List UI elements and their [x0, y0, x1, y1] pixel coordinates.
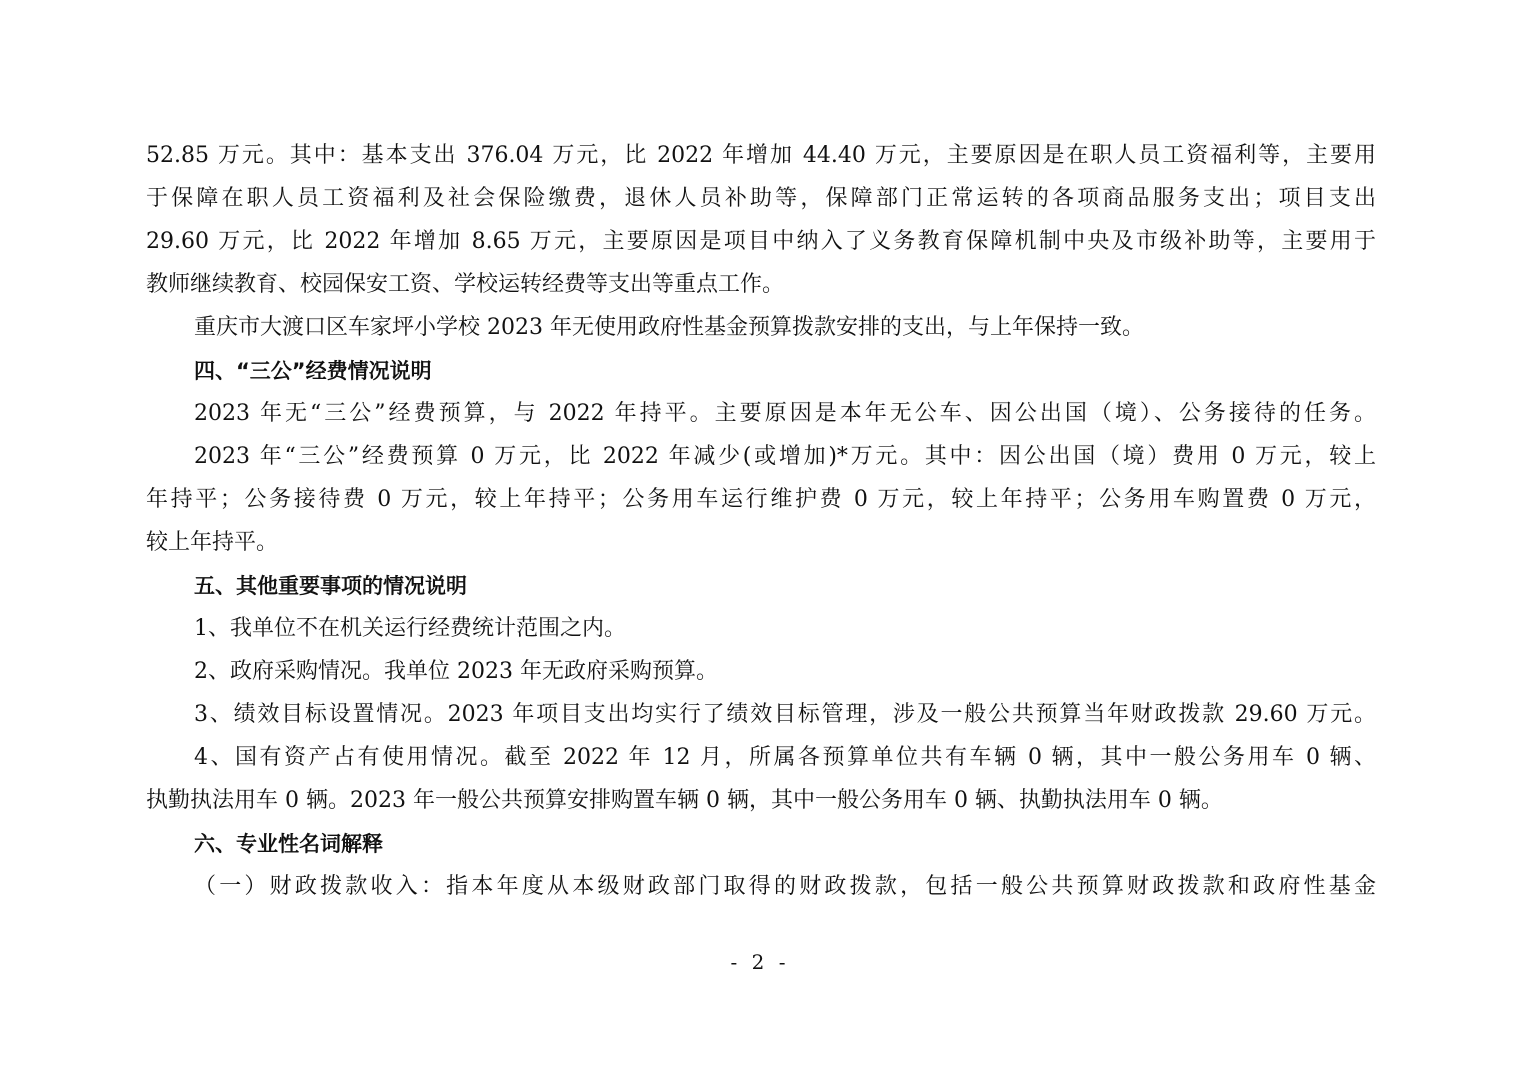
- paragraph-line: 年持平；公务接待费 0 万元，较上年持平；公务用车运行维护费 0 万元，较上年持平；公务用车购置费 0 万元，: [146, 487, 1376, 512]
- paragraph-line: 于保障在职人员工资福利及社会保险缴费，退休人员补助等，保障部门正常运转的各项商品服务支出；项目支出: [146, 186, 1376, 211]
- list-item: 4、国有资产占有使用情况。截至 2022 年 12 月，所属各预算单位共有车辆 0 辆，其中一般公务用车 0 辆、: [194, 745, 1376, 770]
- paragraph-line: 29.60 万元，比 2022 年增加 8.65 万元，主要原因是项目中纳入了义务教育保障机制中央及市级补助等，主要用于: [146, 229, 1376, 254]
- paragraph-line: 重庆市大渡口区车家坪小学校 2023 年无使用政府性基金预算拨款安排的支出，与上年保持一致。: [194, 315, 1144, 340]
- list-item: 2、政府采购情况。我单位 2023 年无政府采购预算。: [194, 659, 718, 684]
- paragraph-line: 教师继续教育、校园保安工资、学校运转经费等支出等重点工作。: [146, 272, 785, 297]
- paragraph-line: 2023 年“三公”经费预算 0 万元，比 2022 年减少(或增加)*万元。其中：因公出国（境）费用 0 万元，较上: [194, 444, 1376, 469]
- paragraph-line: （一）财政拨款收入：指本年度从本级财政部门取得的财政拨款，包括一般公共预算财政拨款和政府性基金: [194, 874, 1376, 899]
- page-number: - 2 -: [730, 950, 790, 974]
- section-heading: 四、“三公”经费情况说明: [194, 359, 432, 383]
- list-item: 1、我单位不在机关运行经费统计范围之内。: [194, 616, 626, 641]
- paragraph-line: 较上年持平。: [146, 530, 279, 555]
- paragraph-line: 52.85 万元。其中：基本支出 376.04 万元，比 2022 年增加 44.40 万元，主要原因是在职人员工资福利等，主要用: [146, 143, 1376, 168]
- list-item: 3、绩效目标设置情况。2023 年项目支出均实行了绩效目标管理，涉及一般公共预算当年财政拨款 29.60 万元。: [194, 702, 1376, 727]
- paragraph-line: 2023 年无“三公”经费预算，与 2022 年持平。主要原因是本年无公车、因公出国（境）、公务接待的任务。: [194, 401, 1376, 426]
- paragraph-line: 执勤执法用车 0 辆。2023 年一般公共预算安排购置车辆 0 辆，其中一般公务用车 0 辆、执勤执法用车 0 辆。: [146, 788, 1223, 813]
- section-heading: 六、专业性名词解释: [194, 832, 383, 856]
- section-heading: 五、其他重要事项的情况说明: [194, 574, 467, 598]
